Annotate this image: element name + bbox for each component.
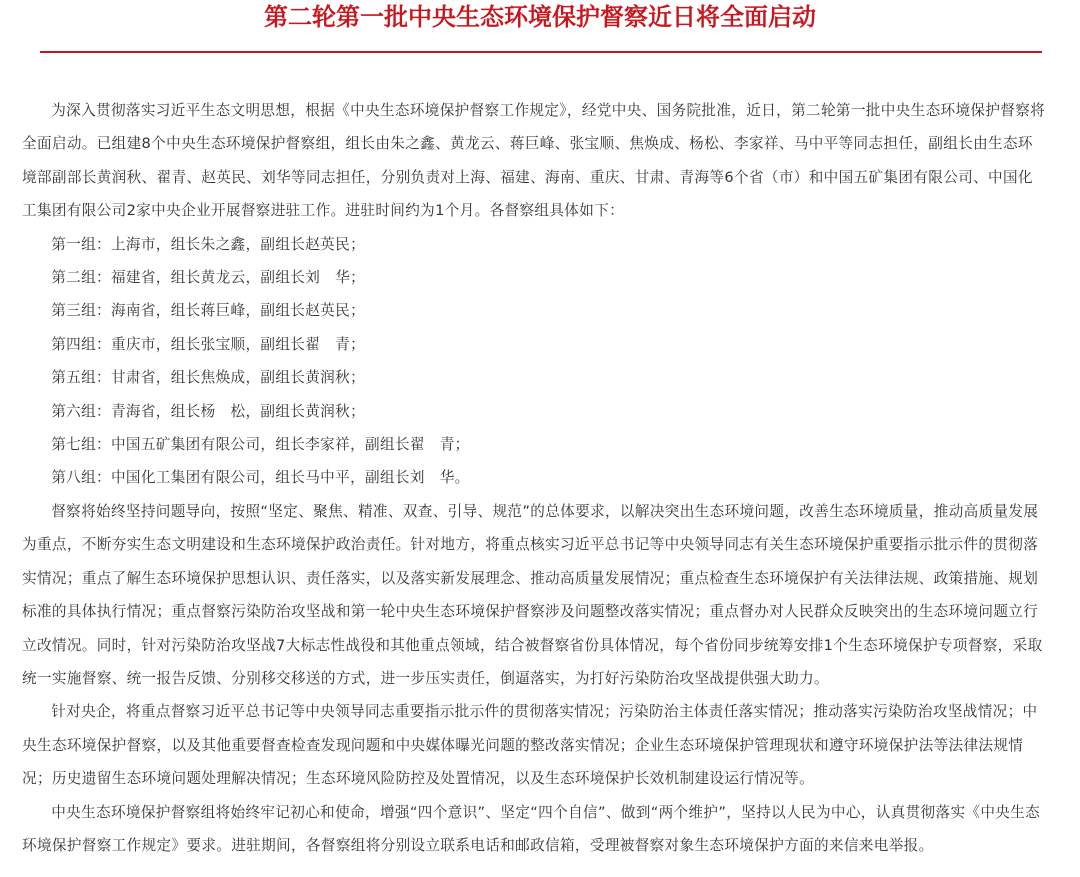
group-item: 第八组：中国化工集团有限公司，组长马中平，副组长刘 华。: [51, 469, 470, 487]
group-item: 第三组：海南省，组长蒋巨峰，副组长赵英民；: [51, 302, 366, 320]
closing-paragraph: 中央生态环境保护督察组将始终牢记初心和使命，增强“四个意识”、坚定“四个自信”、做到“两个维护”，坚持以人民为中心，认真贯彻落实《中央生态环境保护督察工作规定》要求。进驻期间，各督察组将分别设立联系电话和邮政信箱，受理被督察对象生态环境保护方面的来信来电举报。: [22, 803, 1041, 854]
group-item: 第二组：福建省，组长黄龙云，副组长刘 华；: [51, 269, 366, 287]
title-divider: [40, 51, 1042, 53]
article-body: [22, 94, 1046, 862]
article-title: 第二轮第一批中央生态环境保护督察近日将全面启动: [264, 3, 816, 31]
group-item: 第六组：青海省，组长杨 松，副组长黄润秋；: [51, 402, 366, 420]
intro-paragraph: 为深入贯彻落实习近平生态文明思想，根据《中央生态环境保护督察工作规定》，经党中央、国务院批准，近日，第二轮第一批中央生态环境保护督察将全面启动。已组建8个中央生态环境保护督察组，组长由朱之鑫、黄龙云、蒋巨峰、张宝顺、焦焕成、杨松、李家祥、马中平等同志担任，副组长由生态环境部副部长黄润秋、翟青、赵英民、刘华等同志担任，分别负责对上海、福建、海南、重庆、甘肃、青海等6个省（市）和中国五矿集团有限公司、中国化工集团有限公司2家中央企业开展督察进驻工作。进驻时间约为1个月。各督察组具体如下：: [22, 102, 1046, 220]
group-item: 第一组：上海市，组长朱之鑫，副组长赵英民；: [51, 235, 366, 253]
group-item: 第七组：中国五矿集团有限公司，组长李家祥，副组长翟 青；: [51, 436, 470, 454]
group-item: 第四组：重庆市，组长张宝顺，副组长翟 青；: [51, 335, 366, 353]
group-item: 第五组：甘肃省，组长焦焕成，副组长黄润秋；: [51, 369, 366, 387]
soe-focus-paragraph: 针对央企，将重点督察习近平总书记等中央领导同志重要指示批示件的贯彻落实情况；污染防治主体责任落实情况；推动落实污染防治攻坚战情况；中央生态环境保护督察，以及其他重要督查检查发现问题和中央媒体曝光问题的整改落实情况；企业生态环境保护管理现状和遵守环境保护法等法律法规情况；历史遗留生态环境问题处理解决情况；生态环境风险防控及处置情况，以及生态环境保护长效机制建设运行情况等。: [22, 703, 1038, 788]
local-focus-paragraph: 督察将始终坚持问题导向，按照“坚定、聚焦、精准、双查、引导、规范”的总体要求，以解决突出生态环境问题，改善生态环境质量，推动高质量发展为重点，不断夯实生态文明建设和生态环境保护政治责任。针对地方，将重点核实习近平总书记等中央领导同志有关生态环境保护重要指示批示件的贯彻落实情况；重点了解生态环境保护思想认识、责任落实，以及落实新发展理念、推动高质量发展情况；重点检查生态环境保护有关法律法规、政策措施、规划标准的具体执行情况；重点督察污染防治攻坚战和第一轮中央生态环境保护督察涉及问题整改落实情况；重点督办对人民群众反映突出的生态环境问题立行立改情况。同时，针对污染防治攻坚战7大标志性战役和其他重点领域，结合被督察省份具体情况，每个省份同步统筹安排1个生态环境保护专项督察，采取统一实施督察、统一报告反馈、分别移交移送的方式，进一步压实责任，倒逼落实，为打好污染防治攻坚战提供强大助力。: [22, 502, 1043, 687]
